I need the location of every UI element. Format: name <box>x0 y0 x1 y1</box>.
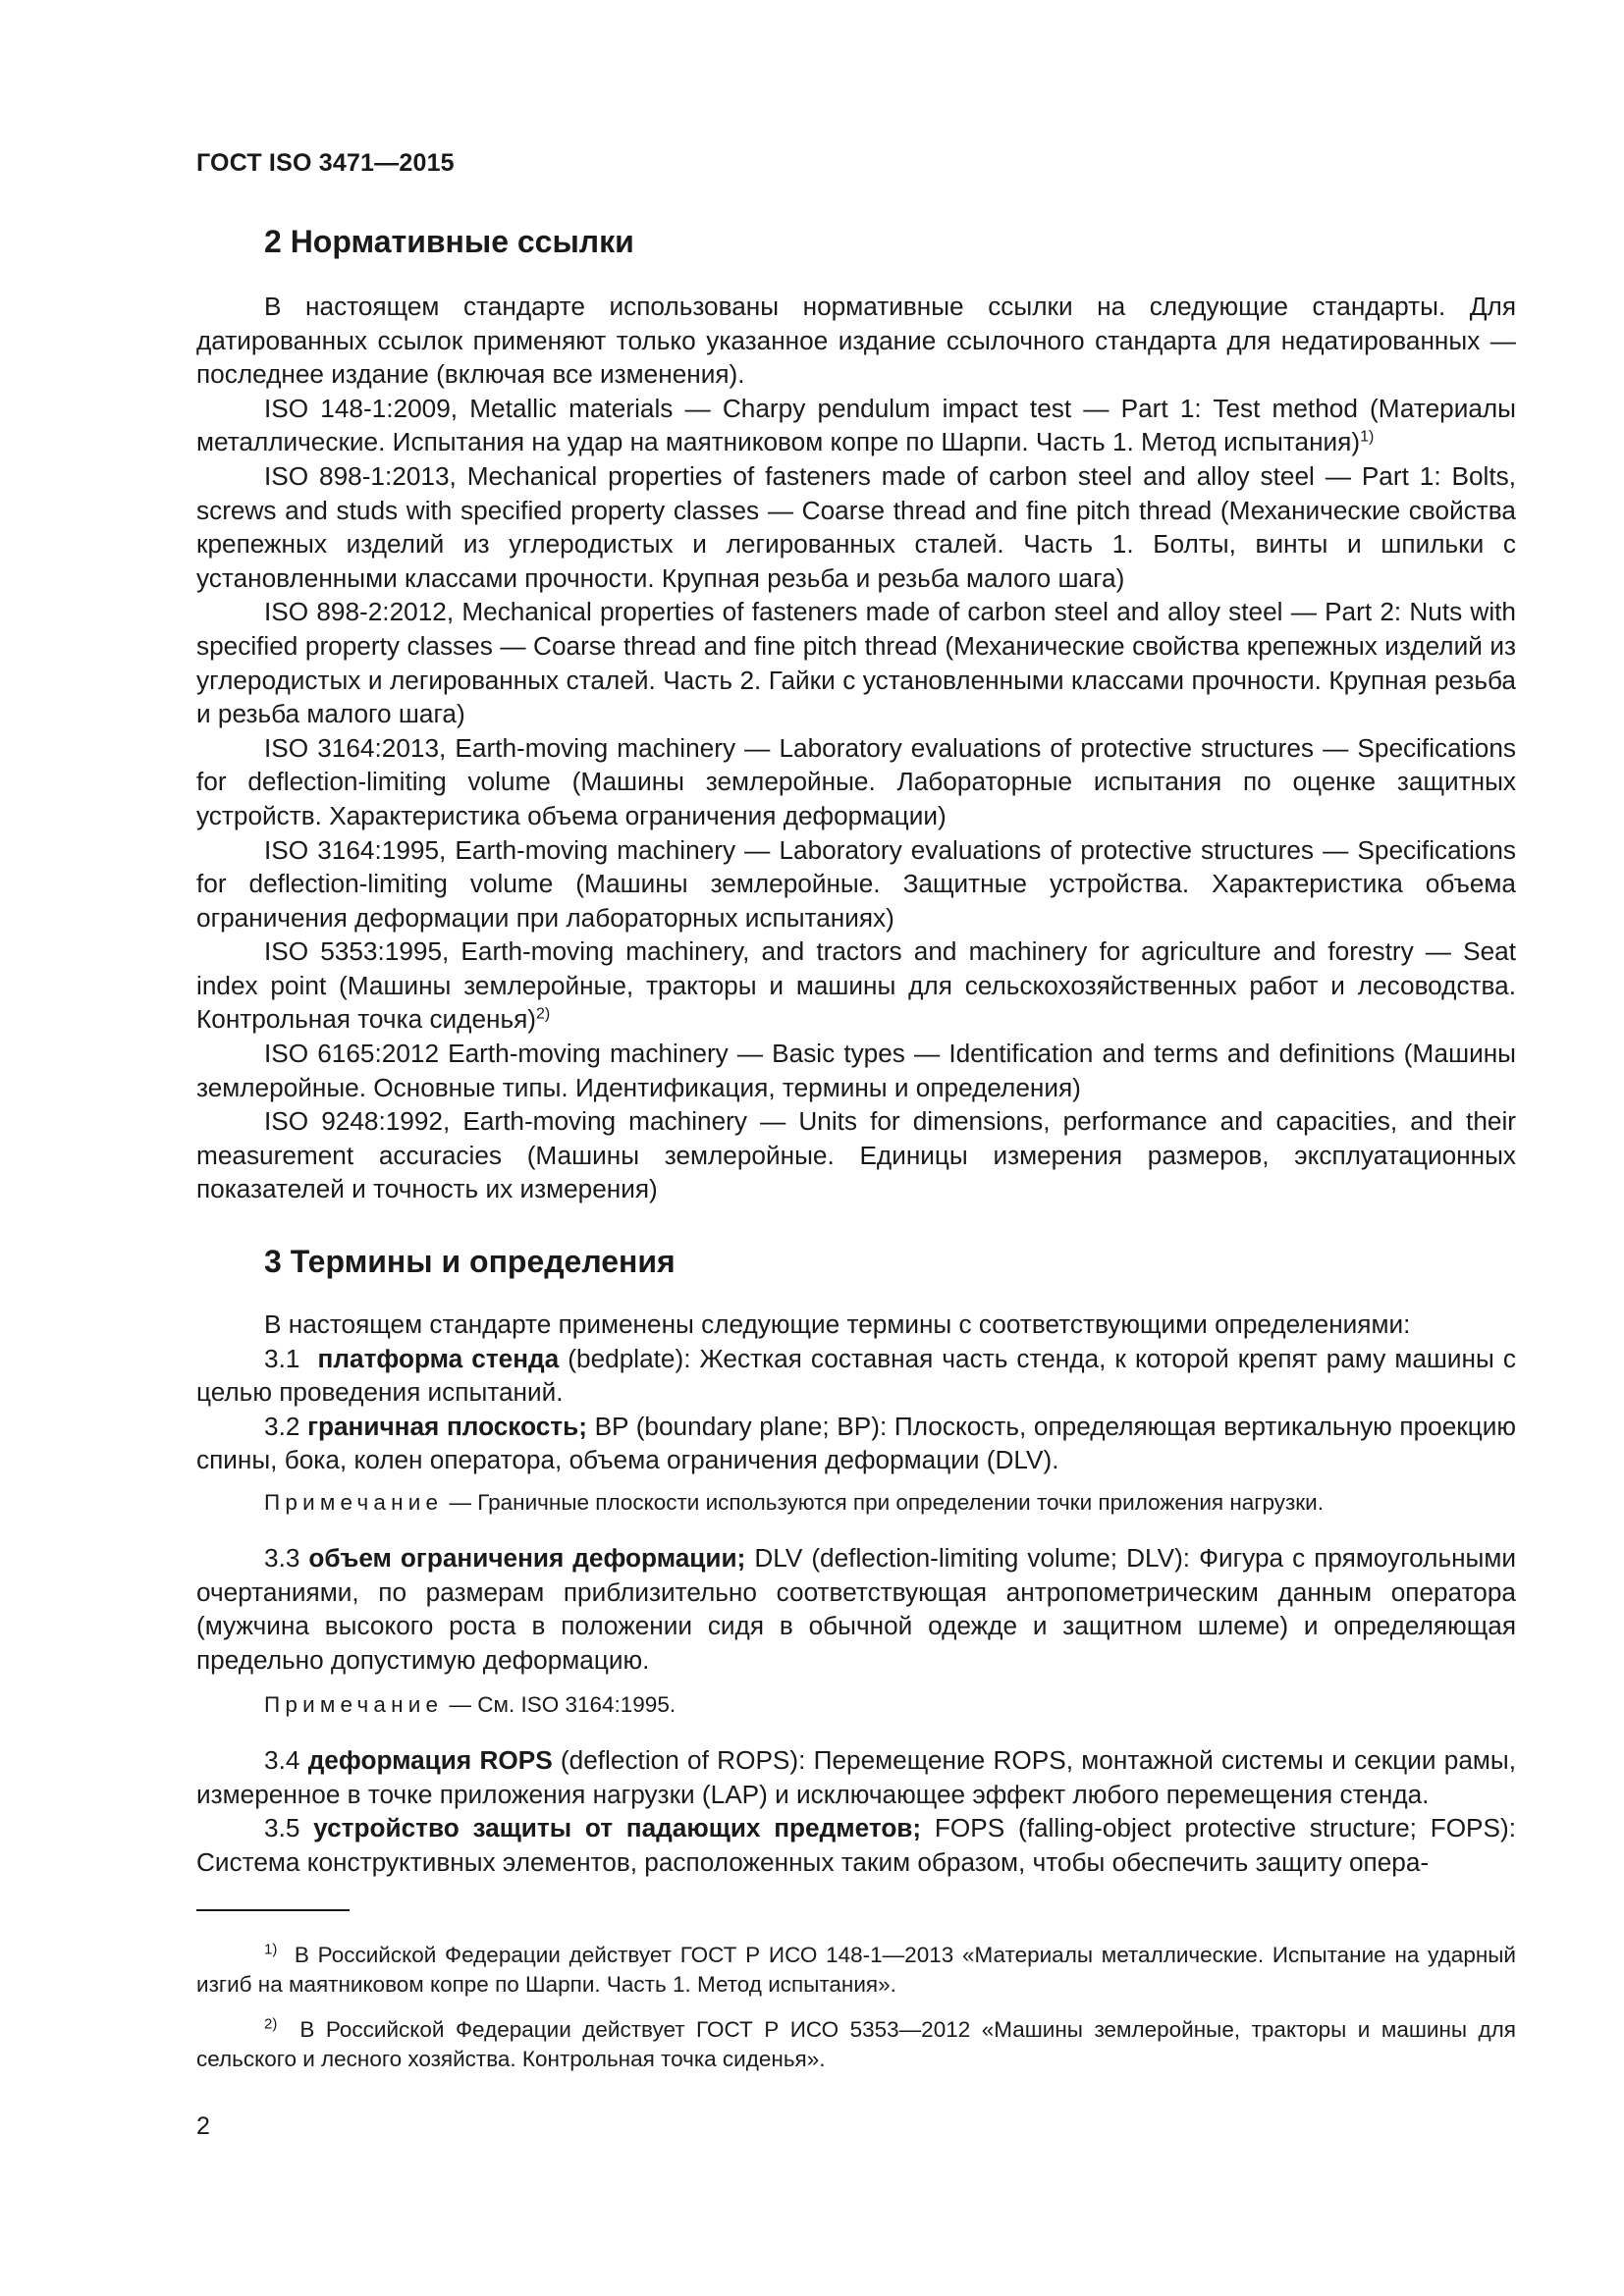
reference-item: ISO 5353:1995, Earth-moving machinery, and tractors and machinery for agriculture and forestry — Seat index point (Машины землеройные, тракторы и машины для сельскохозяйственных работ и лесоводства. Контрольная точка сиденья)$^{2)}$ <box>196 936 1516 1035</box>
note-1: Примечание — Граничные плоскости используются при определении точки приложения нагрузки. <box>264 1490 1324 1515</box>
footnote-divider <box>196 1909 350 1911</box>
note-2: Примечание — См. ISO 3164:1995. <box>264 1692 677 1717</box>
reference-item: ISO 6165:2012 Earth-moving machinery — Basic types — Identification and terms and definitions (Машины землеройные. Основные типы. Идентификация, термины и определения) <box>196 1039 1516 1102</box>
term-3-2: 3.2 граничная плоскость; BP (boundary plane; BP): Плоскость, определяющая вертикальную проекцию спины, бока, колен оператора, объема ограничения деформации (DLV). <box>196 1411 1517 1475</box>
section-3-body-a <box>196 1308 1516 1477</box>
section-3-title: 3 Термины и определения <box>264 1244 676 1279</box>
reference-item: ISO 3164:2013, Earth-moving machinery — Laboratory evaluations of protective structures — Specifications for deflection-limiting volume (Машины землеройные. Лабораторные испытания по оценке защитных устройств. Характеристика объема ограничения деформации) <box>196 732 1516 830</box>
footnote-2: $^{2)}$ В Российской Федерации действует ГОСТ Р ИСО 5353—2012 «Машины землеройные, тракторы и машины для сельского и лесного хозяйства. Контрольная точка сиденья». <box>196 2015 1516 2071</box>
section-3-intro: В настоящем стандарте применены следующие термины с соответствующими определениями: <box>264 1309 1411 1339</box>
footnote-mark: 2) <box>264 2015 278 2033</box>
section-2-title: 2 Нормативные ссылки <box>264 224 634 259</box>
footnote-marker: 1) <box>1360 428 1375 446</box>
section-3-body-b <box>196 1541 1516 1677</box>
term-3-3: 3.3 объем ограничения деформации; DLV (deflection-limiting volume; DLV): Фигура с прямоугольными очертаниями, по размерам приблизительно соответствующая антропометрическим данным оператора (мужчина высокого роста в положении сидя в обычной одежде и защитном шлеме) и определяющая предельно допустимую деформацию. <box>196 1543 1516 1675</box>
reference-item: ISO 898-2:2012, Mechanical properties of fasteners made of carbon steel and alloy steel — Part 2: Nuts with specified property classes — Coarse thread and fine pitch thread (Механические свойства крепежных изделий из углеродистых и легированных сталей. Часть 2. Гайки с установленными классами прочности. Крупная резьба и резьба малого шага) <box>196 597 1516 729</box>
term-3-4: 3.4 деформация ROPS (deflection of ROPS): Перемещение ROPS, монтажной системы и секции рамы, измеренное в точке приложения нагрузки (LAP) и исключающее эффект любого перемещения стенда. <box>196 1745 1516 1809</box>
section-2-intro: В настоящем стандарте использованы нормативные ссылки на следующие стандарты. Для датированных ссылок применяют только указанное издание ссылочного стандарта для недатированных — последнее издание (включая все изменения). <box>196 292 1516 390</box>
reference-item: ISO 148-1:2009, Metallic materials — Charpy pendulum impact test — Part 1: Test method (Материалы металлические. Испытания на удар на маятниковом копре по Шарпи. Часть 1. Метод испытания)$^{1)}$ <box>196 393 1516 457</box>
section-2-body <box>196 290 1516 1206</box>
page-number: 2 <box>196 2112 210 2140</box>
footnote-mark: 1) <box>264 1941 278 1958</box>
footnote-marker: 2) <box>536 1005 551 1023</box>
term-3-5: 3.5 устройство защиты от падающих предметов; FOPS (falling-object protective structure; FOPS): Система конструктивных элементов, расположенных таким образом, чтобы обеспечить защиту опера- <box>196 1813 1516 1877</box>
reference-item: ISO 9248:1992, Earth-moving machinery — Units for dimensions, performance and capacities, and their measurement accuracies (Машины землеройные. Единицы измерения размеров, эксплуатационных показателей и точность их измерения) <box>196 1106 1516 1204</box>
section-3-body-c <box>196 1743 1516 1879</box>
document-header: ГОСТ ISO 3471—2015 <box>196 149 455 177</box>
term-3-1: 3.1 платформа стенда (bedplate): Жесткая составная часть стенда, к которой крепят раму машины с целью проведения испытаний. <box>196 1343 1517 1408</box>
document-page <box>196 0 1516 2296</box>
reference-item: ISO 898-1:2013, Mechanical properties of fasteners made of carbon steel and alloy steel — Part 1: Bolts, screws and studs with specified property classes — Coarse thread and fine pitch thread (Механические свойства крепежных изделий из углеродистых и легированных сталей. Часть 1. Болты, винты и шпильки с установленными классами прочности. Крупная резьба и резьба малого шага) <box>196 460 1516 593</box>
reference-item: ISO 3164:1995, Earth-moving machinery — Laboratory evaluations of protective structures — Specifications for deflection-limiting volume (Машины землеройные. Защитные устройства. Характеристика объема ограничения деформации при лабораторных испытаниях) <box>196 834 1516 933</box>
footnote-1: $^{1)}$ В Российской Федерации действует ГОСТ Р ИСО 148-1—2013 «Материалы металлические. Испытание на ударный изгиб на маятниковом копре по Шарпи. Часть 1. Метод испытания». <box>196 1941 1516 1997</box>
